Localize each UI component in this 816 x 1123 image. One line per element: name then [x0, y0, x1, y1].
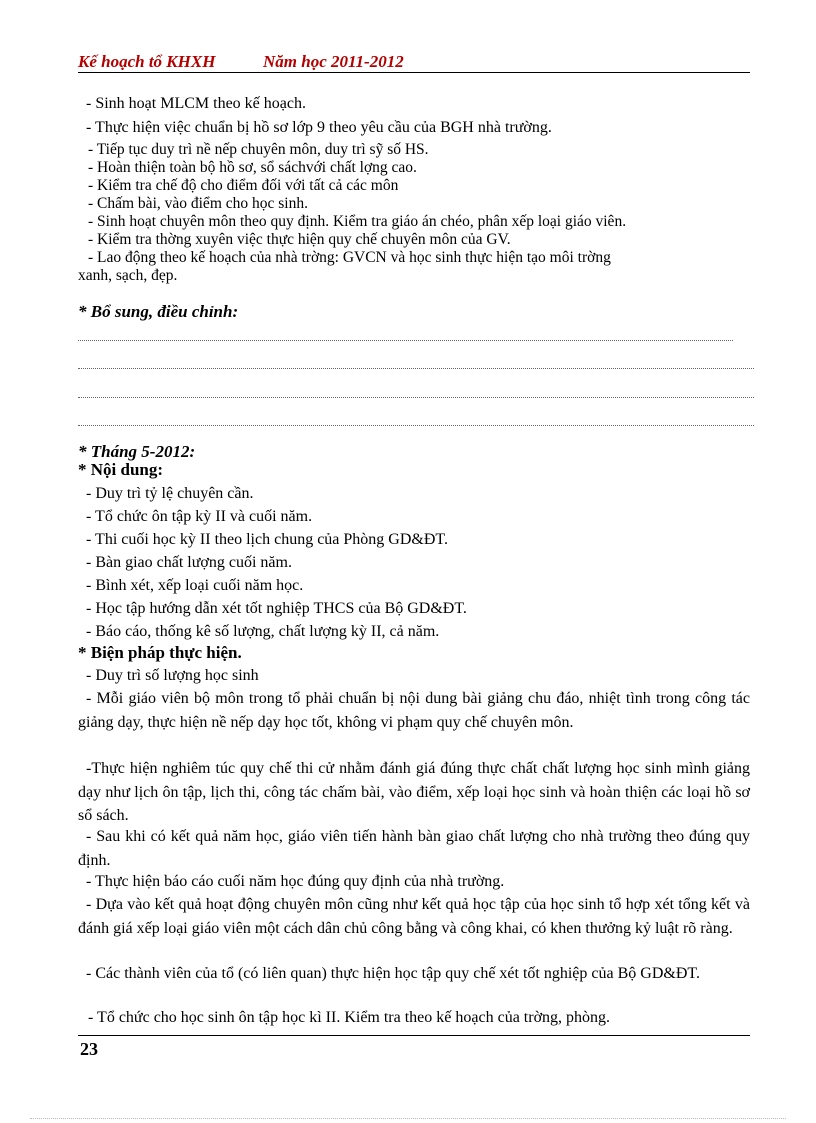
- footer-rule: [78, 1035, 750, 1036]
- list-item: - Tổ chức ôn tập kỳ II và cuối năm.: [86, 508, 313, 525]
- list-item-continuation: xanh, sạch, đẹp.: [78, 267, 178, 284]
- list-item: - Báo cáo, thống kê số lượng, chất lượng kỳ II, cả năm.: [86, 623, 440, 640]
- list-item: - Thực hiện việc chuẩn bị hồ sơ lớp 9 theo yêu cầu của BGH nhà trường.: [86, 119, 552, 136]
- paragraph: -Thực hiện nghiêm túc quy chế thi cử nhằm đánh giá đúng thực chất chất lượng học sinh mình giảng dạy như lịch ôn tập, lịch thi, công tác chấm bài, vào điểm, xếp loại học sinh và hoàn thiện các loại hồ sơ sổ sách.: [78, 760, 750, 824]
- list-item: - Sinh hoạt chuyên môn theo quy định. Kiểm tra giáo án chéo, phân xếp loại giáo viên.: [88, 213, 627, 230]
- paragraph: - Sau khi có kết quả năm học, giáo viên tiến hành bàn giao chất lượng cho nhà trường theo đúng quy định.: [78, 828, 750, 869]
- month-heading: * Tháng 5-2012:: [78, 442, 196, 461]
- list-item: - Chấm bài, vào điểm cho học sinh.: [88, 195, 308, 212]
- page-header: [78, 50, 750, 73]
- list-item: - Bình xét, xếp loại cuối năm học.: [86, 577, 304, 594]
- paragraph: - Dựa vào kết quả hoạt động chuyên môn cũng như kết quả học tập của học sinh tổ hợp xét tổng kết và đánh giá xếp loại giáo viên một cách dân chủ công bằng và công khai, có khen thưởng kỷ luật rõ ràng.: [78, 896, 750, 937]
- dotted-fill-line: [78, 368, 754, 369]
- paragraph: - Mỗi giáo viên bộ môn trong tổ phải chuẩn bị nội dung bài giảng chu đáo, nhiệt tình trong công tác giảng dạy, thực hiện nề nếp dạy học tốt, không vi phạm quy chế chuyên môn.: [78, 690, 750, 731]
- list-item: - Kiểm tra chế độ cho điểm đối với tất cả các môn: [88, 177, 399, 194]
- page-number: 23: [80, 1039, 98, 1059]
- list-item: - Học tập hướng dẫn xét tốt nghiệp THCS của Bộ GD&ĐT.: [86, 600, 467, 617]
- header-school-year: Năm học 2011-2012: [263, 52, 404, 71]
- page-bottom-border: [30, 1118, 786, 1119]
- paragraph: - Thực hiện báo cáo cuối năm học đúng quy định của nhà trường.: [86, 873, 505, 890]
- content-heading: * Nội dung:: [78, 460, 164, 479]
- list-item: - Thi cuối học kỳ II theo lịch chung của Phòng GD&ĐT.: [86, 531, 448, 548]
- dotted-fill-line: [78, 397, 754, 398]
- list-item: - Lao động theo kế hoạch của nhà trờng: GVCN và học sinh thực hiện tạo môi trờng: [88, 249, 611, 266]
- list-item: - Hoàn thiện toàn bộ hồ sơ, sổ sáchvới chất lợng cao.: [88, 159, 417, 176]
- list-item: - Bàn giao chất lượng cuối năm.: [86, 554, 292, 571]
- list-item: - Duy trì tỷ lệ chuyên cần.: [86, 485, 254, 502]
- header-title: Kế hoạch tổ KHXH: [78, 52, 216, 71]
- measures-heading: * Biện pháp thực hiện.: [78, 643, 242, 662]
- supplement-heading: * Bổ sung, điều chỉnh:: [78, 302, 239, 321]
- list-item: - Tổ chức cho học sinh ôn tập học kì II. Kiểm tra theo kế hoạch của trờng, phòng.: [88, 1009, 611, 1026]
- dotted-fill-line: [78, 340, 733, 341]
- list-item: - Duy trì số lượng học sinh: [86, 667, 259, 684]
- dotted-fill-line: [78, 425, 754, 426]
- list-item: - Kiểm tra thờng xuyên việc thực hiện quy chế chuyên môn của GV.: [88, 231, 511, 248]
- list-item: - Sinh hoạt MLCM theo kế hoạch.: [86, 95, 306, 112]
- list-item: - Tiếp tục duy trì nề nếp chuyên môn, duy trì sỹ số HS.: [88, 141, 429, 158]
- paragraph: - Các thành viên của tổ (có liên quan) thực hiện học tập quy chế xét tốt nghiệp của Bộ GD&ĐT.: [86, 965, 700, 982]
